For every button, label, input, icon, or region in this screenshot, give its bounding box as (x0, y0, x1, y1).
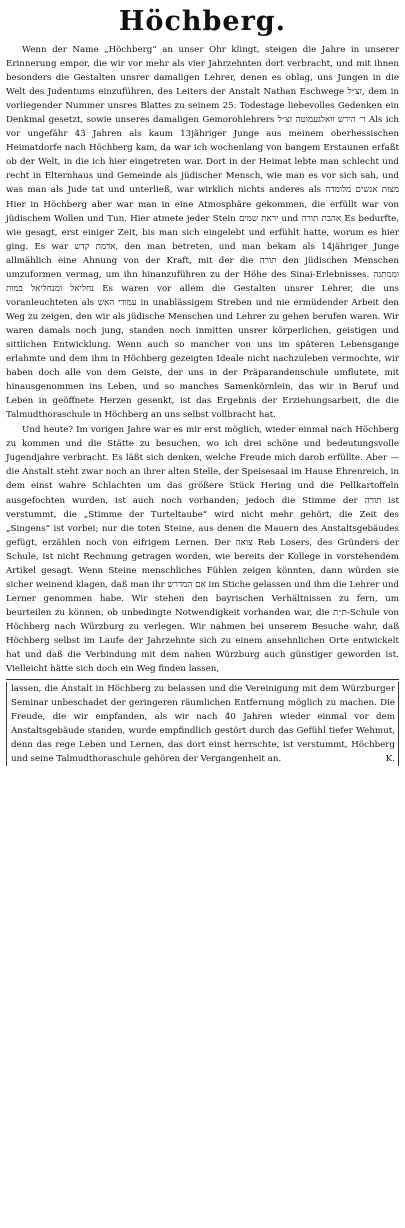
continuation-paragraph (11, 682, 395, 766)
article-body (6, 43, 399, 766)
continuation-box (6, 682, 399, 766)
article-paragraph-1: Wenn der Name „Höchberg“ an unser Ohr klingt, steigen die Jahre in unserer Erinnerung empor, die wir vor mehr als vier Jahrzehnten dort verbracht, und mit ihnen besonders die Gestalten unsrer damaligen Lehrer, denen es oblag, uns Jungen in die Welt des Judentums einzuführen, des Leiters der Anstalt Nathan Eschwege זצ״ל, dem in vorliegender Nummer unsres Blattes zu seinem 25. Todestage liebevolles Gedenken ein Denkmal gesetzt, sowie unseres damaligen Gemorohlehrers ר׳ הירש וואלגעמוטה זצ״ל Als ich vor ungefähr 43 Jahren als kaum 13jähriger Junge aus meinem oberhessischen Heimatdorfe nach Höchberg kam, da war ich wochenlang von bangem Erstaunen erfaßt ob der Welt, in die ich hier eingetreten war. Dort in der Heimat lebte man schlecht und recht in Elternhaus und Gemeinde als jüdischer Mensch, wie man es vor sich sah, und was man als Jude tat und unterließ, war wirklich nichts anderes als מצות אנשים מלומדה Hier in Höchberg aber war man in eine Atmosphäre gekommen, die erfüllt war von jüdischem Wollen und Tun. Hier atmete jeder Stein יראת שמים und אהבת תורה Es bedurfte, wie gesagt, erst einiger Zeit, bis man sich eingelebt und erfühlt hatte, worum es hier ging. Es war אדמת קדש, den man betreten, und man bekam als 14jähriger Junge allmählich eine Ahnung von der Kraft, mit der die תורה den jüdischen Menschen umzuformen vermag, um ihn hinanzuführen zu der Höhe des Sinai-Erlebnisses. וממתנה נחליאל ומנחליאל במות Es waren vor allem die Gestalten unsrer Lehrer, die uns voranleuchteten als עמודי האש in unablässigem Streben und nie ermüdender Arbeit den Weg zu zeigen, den wir als jüdische Menschen und Lehrer zu gehen berufen waren. Wir waren damals noch jung, standen noch inmitten unsrer körperlichen, geistigen und sittlichen Entwicklung. Wenn auch so mancher von uns im späteren Lebensgange erlahmte und dem ihm in Höchberg gezeigten Ideale nicht nachzuleben vermochte, wir haben doch alle von dem Geiste, der uns in der Präparandenschule umflutete, mit hinausgenommen ins Leben, und so manches Samenkörnlein, das wir in Beruf und Leben in geöffnete Herzen gesenkt, ist das Ergebnis der Erziehungsarbeit, die die Talmudthoraschule in Höchberg an uns selbst vollbracht hat. (6, 45, 400, 421)
article-paragraph-2: Und heute? Im vorigen Jahre war es mir erst möglich, wieder einmal nach Höchberg zu kommen und die Stätte zu besuchen, wo ich drei schöne und bedeutungsvolle Jugendjahre verbracht. Es läßt sich denken, welche Freude mich darob erfüllte. Aber — die Anstalt steht zwar noch an ihrer alten Stelle, der Speisesaal im Hause Ehrenreich, in dem einst wahre Schlachten um das größere Stück Hering und die Pellkartoffeln ausgefochten wurden, ist auch noch vorhanden; jedoch die Stimme der תורה ist verstummt, die „Stimme der Turteltaube“ wird nicht mehr gehört, die Zeit des „Singens“ ist vorbei; nur die toten Steine, aus denen die Mauern des Anstaltsgebäudes gefügt, erzählen noch von eifrigem Lernen. Der צואה Reb Losers, des Gründers der Schule, ist nicht Rechnung getragen worden, wie bereits der Kollege in vorstehendem Artikel gesagt. Wenn Steine menschliches Fühlen zeigen könnten, dann würden sie sicher weinend klagen, daß man ihr אם המדרש im Stiche gelassen und ihm die Lehrer und Lerner genommen habe. Wir stehen den bayrischen Verhältnissen zu fern, um beurteilen zu können, ob unbedingte Notwendigkeit vorhanden war, die ת״ת-Schule von Höchberg nach Würzburg zu verlegen. Wir nahmen bei unserem Besuche wahr, daß Höchberg selbst im Laufe der Jahrzehnte sich zu einem ansehnlichen Orte entwickelt hat und daß die Verbindung mit dem nahen Würzburg auch günstiger geworden ist. Vielleicht hätte sich doch ein Weg finden lassen, (6, 425, 400, 675)
author-signature: K. (385, 754, 395, 765)
column-divider (6, 679, 399, 680)
continuation-text: lassen, die Anstalt in Höchberg zu belassen und die Vereinigung mit dem Würzburger Seminar unbeschadet der geringeren räumlichen Entfernung möglich zu machen. Die Freude, die wir empfanden, als wir nach 40 Jahren wieder einmal vor dem Anstaltsgebäude standen, wurde empfindlich gestört durch das Gefühl tiefer Wehmut, denn das rege Leben und Lernen, das dort einst herrschte, ist verstummt, Höchberg und seine Talmudthoraschule gehören der Vergangenheit an. (11, 684, 395, 765)
article-title: Höchberg. (118, 6, 287, 37)
